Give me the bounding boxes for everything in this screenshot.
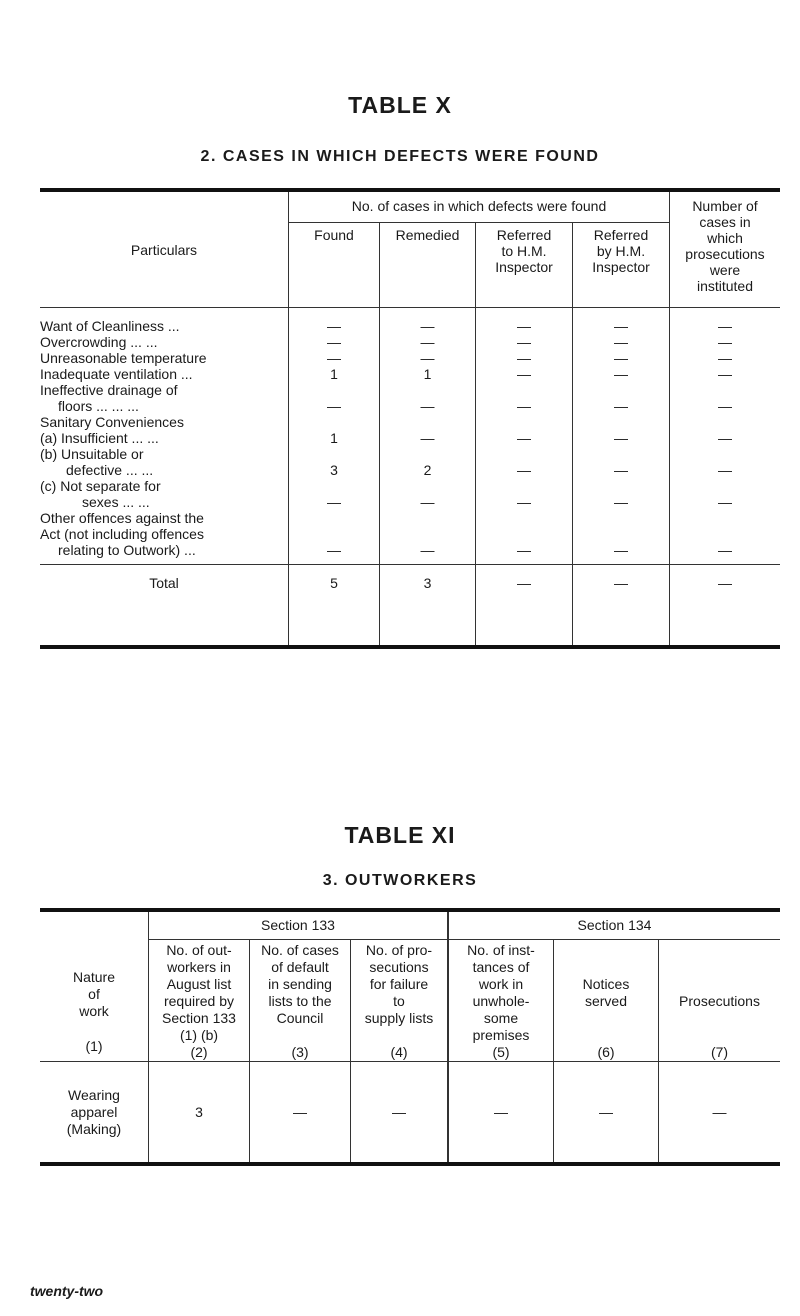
cell-value: —: [476, 478, 573, 510]
cell-value: [573, 414, 670, 430]
defects-table: [40, 188, 780, 649]
cell-value: —: [670, 308, 781, 335]
cell-value: —: [476, 334, 573, 350]
cell-value: 1: [289, 430, 380, 446]
row-label: Sanitary Conveniences: [40, 414, 184, 430]
cell-value: —: [573, 308, 670, 335]
cell-value: —: [380, 308, 476, 335]
cell-value: —: [573, 366, 670, 382]
cell-value: [476, 414, 573, 430]
cell-value: —: [476, 510, 573, 565]
header-col-4: No. of pro- secutions for failure to supply lists (4): [351, 940, 449, 1062]
table-x-title: TABLE X: [348, 92, 452, 118]
table-xi-title: TABLE XI: [344, 822, 456, 848]
cell-value: —: [659, 1062, 781, 1165]
row-label: (b) Unsuitable or defective ... ...: [40, 446, 154, 478]
row-label: Ineffective drainage of floors ... ... ...: [40, 382, 178, 414]
total-value: —: [573, 565, 670, 648]
cell-value: 3: [149, 1062, 250, 1165]
outworkers-table: [40, 908, 780, 1166]
table-x-subtitle: 2. CASES IN WHICH DEFECTS WERE FOUND: [200, 148, 600, 165]
total-row: [40, 565, 780, 648]
cell-value: [289, 414, 380, 430]
cell-value: 2: [380, 446, 476, 478]
table-row: [40, 366, 780, 382]
total-value: —: [476, 565, 573, 648]
cell-value: —: [670, 366, 781, 382]
cell-value: —: [476, 430, 573, 446]
row-label: Inadequate ventilation ...: [40, 366, 193, 382]
cell-value: —: [573, 510, 670, 565]
cell-value: —: [380, 382, 476, 414]
table-row: [40, 334, 780, 350]
total-value: 3: [380, 565, 476, 648]
table-row: [40, 430, 780, 446]
cell-value: —: [380, 510, 476, 565]
header-section-133: Section 133: [149, 910, 449, 940]
cell-value: 1: [289, 366, 380, 382]
header-col-5: No. of inst- tances of work in unwhole- some premises (5): [448, 940, 554, 1062]
cell-value: [380, 414, 476, 430]
cell-value: —: [289, 382, 380, 414]
cell-value: —: [289, 350, 380, 366]
cell-value: —: [554, 1062, 659, 1165]
cell-value: —: [573, 334, 670, 350]
page-footer: twenty-two: [30, 1283, 104, 1299]
header-col-6: Notices served (6): [554, 940, 659, 1062]
total-value: 5: [289, 565, 380, 648]
header-referred-by: Referred by H.M. Inspector: [573, 223, 670, 308]
table-row: [40, 308, 780, 335]
row-label: Overcrowding ... ...: [40, 334, 158, 350]
table-row: [40, 1062, 780, 1165]
header-col-7: Prosecutions (7): [659, 940, 781, 1062]
cell-value: [670, 414, 781, 430]
cell-value: —: [476, 446, 573, 478]
table-xi-subtitle: 3. OUTWORKERS: [322, 872, 478, 889]
cell-value: —: [289, 510, 380, 565]
cell-value: —: [380, 350, 476, 366]
cell-value: —: [448, 1062, 554, 1165]
header-referred-to: Referred to H.M. Inspector: [476, 223, 573, 308]
row-label: (a) Insufficient ... ...: [40, 430, 159, 446]
cell-value: 1: [380, 366, 476, 382]
cell-value: —: [573, 430, 670, 446]
header-group: No. of cases in which defects were found: [289, 190, 670, 223]
header-remedied: Remedied: [380, 223, 476, 308]
header-col-2: No. of out- workers in August list required by Section 133 (1) (b) (2): [149, 940, 250, 1062]
cell-value: —: [670, 510, 781, 565]
cell-value: —: [476, 308, 573, 335]
cell-value: —: [573, 350, 670, 366]
cell-value: —: [380, 478, 476, 510]
header-particulars: Particulars: [40, 190, 289, 308]
table-row: [40, 350, 780, 366]
cell-value: —: [573, 478, 670, 510]
cell-value: —: [670, 446, 781, 478]
row-label: Other offences against the Act (not including offences relating to Outwork) ...: [40, 510, 204, 558]
row-label: Unreasonable temperature: [40, 350, 207, 366]
table-row: [40, 510, 780, 565]
cell-value: —: [380, 334, 476, 350]
cell-value: —: [289, 308, 380, 335]
cell-value: —: [670, 382, 781, 414]
cell-value: —: [670, 334, 781, 350]
cell-value: —: [351, 1062, 449, 1165]
header-col-3: No. of cases of default in sending lists to the Council (3): [250, 940, 351, 1062]
header-found: Found: [289, 223, 380, 308]
table-row: [40, 382, 780, 414]
row-label: (c) Not separate for sexes ... ...: [40, 478, 161, 510]
cell-value: —: [380, 430, 476, 446]
table-row: [40, 414, 780, 430]
cell-value: —: [476, 382, 573, 414]
cell-value: —: [670, 350, 781, 366]
header-prosecutions: Number of cases in which prosecutions were instituted: [670, 190, 781, 308]
table-row: [40, 446, 780, 478]
header-section-134: Section 134: [448, 910, 780, 940]
row-label: Want of Cleanliness ...: [40, 318, 180, 334]
cell-value: —: [573, 446, 670, 478]
cell-value: —: [476, 366, 573, 382]
cell-value: —: [250, 1062, 351, 1165]
total-value: —: [670, 565, 781, 648]
cell-value: —: [670, 430, 781, 446]
cell-value: —: [573, 382, 670, 414]
cell-value: —: [476, 350, 573, 366]
cell-value: —: [289, 334, 380, 350]
total-label: Total: [40, 565, 289, 648]
table-row: [40, 478, 780, 510]
nature-of-work: Wearing apparel (Making): [66, 1086, 122, 1137]
cell-value: —: [670, 478, 781, 510]
header-nature: Nature of work (1): [40, 910, 149, 1062]
cell-value: 3: [289, 446, 380, 478]
cell-value: —: [289, 478, 380, 510]
